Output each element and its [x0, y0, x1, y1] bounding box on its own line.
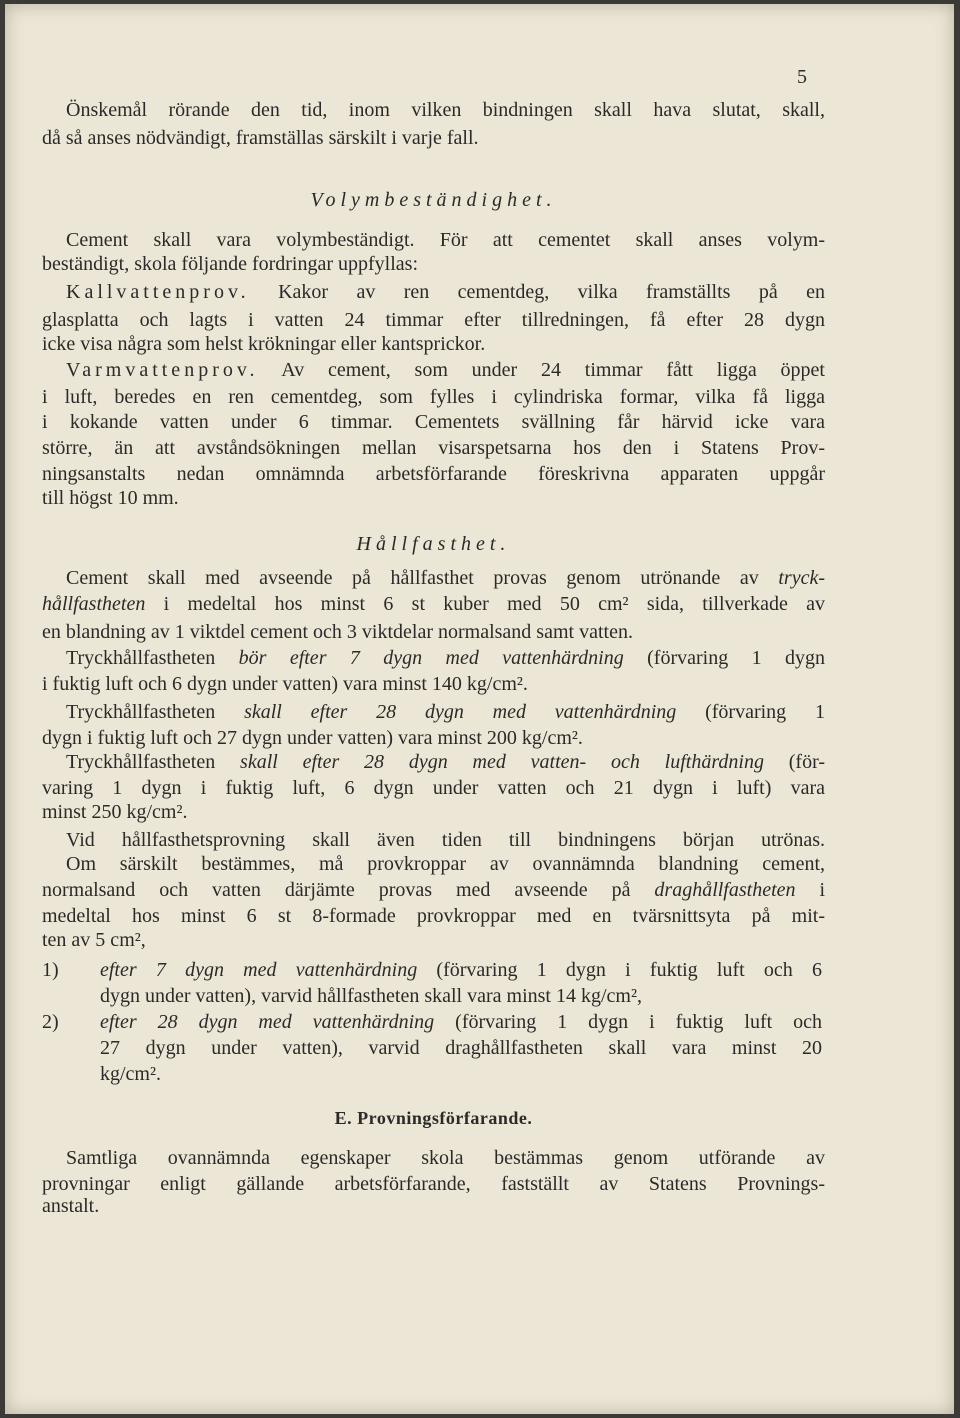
- text-line: [66, 749, 825, 775]
- text-line: till högst 10 mm.: [42, 487, 179, 509]
- list-marker: 1): [42, 959, 59, 981]
- list-item-line: [100, 1009, 822, 1035]
- emphasis-text: skall efter 28 dygn med vatten- och lufthärdning: [240, 751, 764, 773]
- text-line: en blandning av 1 viktdel cement och 3 viktdelar normalsand samt vatten.: [42, 621, 633, 643]
- text-line: [66, 699, 825, 725]
- text-line: Samtliga ovannämnda egenskaper skola bestämmas genom utförande av: [66, 1147, 825, 1169]
- text-line: dygn i fuktig luft och 27 dygn under vatten) vara minst 200 kg/cm².: [42, 727, 583, 749]
- emphasis-text: skall efter 28 dygn med vattenhärdning: [244, 701, 677, 723]
- line-text: Tryckhållfastheten: [66, 751, 241, 773]
- text-line: i luft, beredes en ren cementdeg, som fylles i cylindriska formar, vilka få ligga: [42, 386, 825, 408]
- text-line: Vid hållfasthetsprovning skall även tiden till bindningens början utrönas.: [66, 829, 825, 851]
- list-item-line: kg/cm².: [100, 1063, 161, 1085]
- list-item-line: 27 dygn under vatten), varvid draghållfastheten skall vara minst 20: [100, 1037, 822, 1059]
- text-line: [42, 591, 825, 617]
- line-text: Kakor av ren cementdeg, vilka framställts på en: [249, 281, 825, 303]
- list-item-line: [100, 957, 822, 983]
- line-text: (förvaring 1 dygn i fuktig luft och 6: [417, 959, 822, 981]
- emphasis-text: hållfastheten: [42, 593, 146, 615]
- emphasis-text: bör efter 7 dygn med vattenhärdning: [238, 647, 624, 669]
- text-line: Cement skall vara volymbeständigt. För att cementet skall anses volym-: [66, 229, 825, 251]
- emphasis-text: efter 28 dygn med vattenhärdning: [100, 1011, 435, 1033]
- emphasis-text: draghållfastheten: [654, 879, 796, 901]
- section-heading: Volymbeständighet.: [310, 189, 557, 211]
- text-line: [66, 645, 825, 671]
- line-text: normalsand och vatten därjämte provas med avseende på: [42, 879, 655, 901]
- text-line: [66, 565, 825, 591]
- line-text: Cement skall med avseende på hållfasthet provas genom utrönande av: [66, 567, 779, 589]
- text-line: [66, 357, 825, 383]
- text-line: [42, 877, 825, 903]
- text-line: ningsanstalts nedan omnämnda arbetsförfarande föreskrivna apparaten uppgår: [42, 463, 825, 485]
- emphasis-text: tryck-: [778, 567, 825, 589]
- text-line: icke visa några som helst krökningar eller kantsprickor.: [42, 333, 486, 355]
- text-line: glasplatta och lagts i vatten 24 timmar efter tillredningen, få efter 28 dygn: [42, 309, 825, 331]
- line-text: Tryckhållfastheten: [66, 647, 239, 669]
- text-line: medeltal hos minst 6 st 8-formade provkroppar med en tvärsnittsyta på mit-: [42, 905, 825, 927]
- emphasis-text: efter 7 dygn med vattenhärdning: [100, 959, 418, 981]
- page-number: 5: [797, 66, 807, 88]
- line-text: i medeltal hos minst 6 st kuber med 50 cm² sida, tillverkade av: [145, 593, 825, 615]
- text-line: anstalt.: [42, 1195, 100, 1217]
- text-line: varing 1 dygn i fuktig luft, 6 dygn under vatten och 21 dygn i luft) vara: [42, 777, 825, 799]
- list-marker: 2): [42, 1011, 59, 1033]
- section-heading: E. Provningsförfarande.: [334, 1108, 533, 1128]
- test-name: Kallvattenprov.: [66, 281, 250, 303]
- test-name: Varmvattenprov.: [66, 359, 259, 381]
- line-text: i: [795, 879, 826, 901]
- text-line: [66, 279, 825, 305]
- document-page: [5, 4, 954, 1414]
- text-line: minst 250 kg/cm².: [42, 801, 188, 823]
- line-text: (förvaring 1 dygn i fuktig luft och: [434, 1011, 823, 1033]
- line-text: (förvaring 1 dygn: [623, 647, 826, 669]
- text-line: Om särskilt bestämmes, må provkroppar av ovannämnda blandning cement,: [66, 853, 825, 875]
- line-text: (förvaring 1: [676, 701, 826, 723]
- list-item-line: dygn under vatten), varvid hållfastheten skall vara minst 14 kg/cm²,: [100, 985, 642, 1007]
- text-line: i fuktig luft och 6 dygn under vatten) vara minst 140 kg/cm².: [42, 673, 528, 695]
- text-line: ten av 5 cm²,: [42, 929, 146, 951]
- text-line: i kokande vatten under 6 timmar. Cementets svällning får härvid icke vara: [42, 411, 825, 433]
- line-text: Tryckhållfastheten: [66, 701, 245, 723]
- line-text: Av cement, som under 24 timmar fått ligga öppet: [258, 359, 825, 381]
- section-heading: Hållfasthet.: [356, 533, 511, 555]
- text-line: Önskemål rörande den tid, inom vilken bindningen skall hava slutat, skall,: [66, 99, 825, 121]
- text-line: beständigt, skola följande fordringar uppfyllas:: [42, 253, 419, 275]
- text-line: provningar enligt gällande arbetsförfarande, fastställt av Statens Provnings-: [42, 1173, 825, 1195]
- text-line: större, än att avståndsökningen mellan visarspetsarna hos den i Statens Prov-: [42, 437, 825, 459]
- line-text: (för-: [763, 751, 825, 773]
- text-line: då så anses nödvändigt, framställas särskilt i varje fall.: [42, 127, 479, 149]
